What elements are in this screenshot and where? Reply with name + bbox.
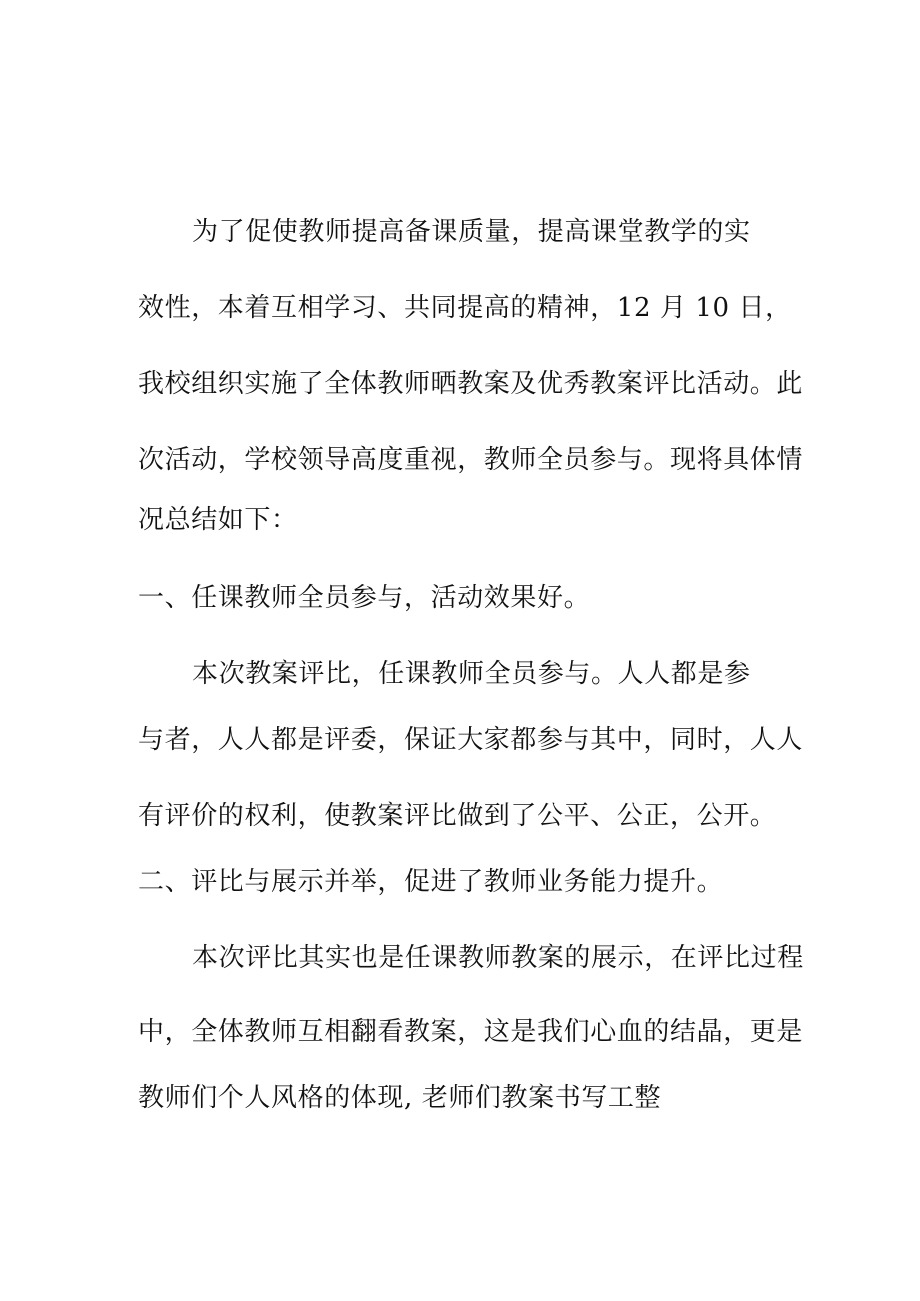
- paragraph-2-line-3: 有评价的权利，使教案评比做到了公平、公正，公开。: [138, 801, 777, 831]
- paragraph-1-line-5: 况总结如下：: [138, 505, 298, 535]
- paragraph-1-line-3: 我校组织实施了全体教师晒教案及优秀教案评比活动。此: [138, 369, 804, 399]
- paragraph-1-line-4: 次活动，学校领导高度重视，教师全员参与。现将具体情: [138, 445, 804, 475]
- paragraph-3-line-1: 本次评比其实也是任课教师教案的展示，在评比过程: [192, 943, 804, 973]
- paragraph-2-line-1: 本次教案评比，任课教师全员参与。人人都是参: [192, 659, 751, 689]
- paragraph-3-line-3: 教师们个人风格的体现, 老师们教案书写工整: [138, 1083, 662, 1113]
- section-heading-1: 一、任课教师全员参与，活动效果好。: [138, 583, 591, 613]
- paragraph-1-line-1: 为了促使教师提高备课质量，提高课堂教学的实: [192, 217, 751, 247]
- section-heading-2: 二、评比与展示并举，促进了教师业务能力提升。: [138, 867, 724, 897]
- paragraph-3-line-2: 中，全体教师互相翻看教案，这是我们心血的结晶，更是: [138, 1017, 804, 1047]
- paragraph-2-line-2: 与者，人人都是评委，保证大家都参与其中，同时，人人: [138, 725, 804, 755]
- paragraph-1-line-2: 效性，本着互相学习、共同提高的精神，12 月 10 日，: [138, 293, 792, 323]
